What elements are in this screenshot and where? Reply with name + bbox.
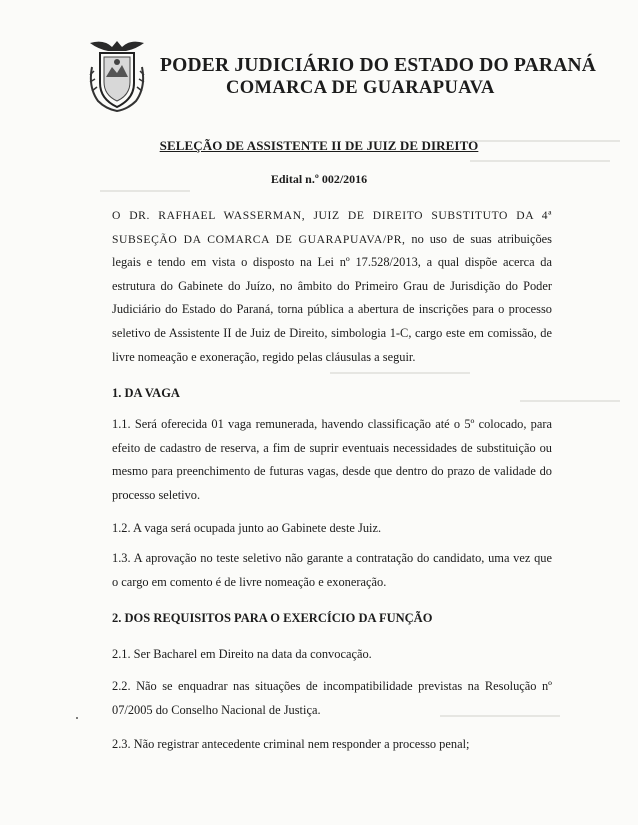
document-header xyxy=(160,55,597,99)
clause-2-2: 2.2. Não se enquadrar nas situações de incompatibilidade previstas na Resolução nº 07/2005 do Conselho Nacional de Justiça. xyxy=(112,679,552,717)
court-name: PODER JUDICIÁRIO DO ESTADO DO PARANÁ xyxy=(160,55,597,76)
clause-2-1: 2.1. Ser Bacharel em Direito na data da convocação. xyxy=(112,647,372,661)
clause-2-3: 2.3. Não registrar antecedente criminal nem responder a processo penal; xyxy=(112,737,470,751)
clause-1-3: 1.3. A aprovação no teste seletivo não garante a contratação do candidato, uma vez que o cargo em comento é de livre nomeação e exoneração. xyxy=(112,551,552,589)
bleed-through-mark xyxy=(100,190,190,192)
section-heading-2: 2. DOS REQUISITOS PARA O EXERCÍCIO DA FUNÇÃO xyxy=(112,611,433,625)
document-title: SELEÇÃO DE ASSISTENTE II DE JUIZ DE DIREITO xyxy=(159,138,479,153)
edital-number: Edital n.º 002/2016 xyxy=(270,172,368,186)
clause-1-2: 1.2. A vaga será ocupada junto ao Gabinete deste Juiz. xyxy=(112,521,382,535)
intro-rest: no uso de suas atribuições legais e tendo em vista o disposto na Lei nº 17.528/2013, a qual dispõe acerca da estrutura do Gabinete do Juízo, no âmbito do Primeiro Grau de Jurisdição do Poder Judiciário do Estado do Paraná, torna pública a abertura de inscrições para o processo seletivo de Assistente II de Juiz de Direito, simbologia 1-C, cargo este em comissão, de livre nomeação e exoneração, regido pelas cláusulas a seguir. xyxy=(112,231,552,364)
margin-speck xyxy=(76,717,78,719)
clause-1-1: 1.1. Será oferecida 01 vaga remunerada, havendo classificação até o 5º colocado, para efeito de cadastro de reserva, a fim de suprir eventuais necessidades de substituição ou mesmo para preenchimento de futuras vagas, desde que dentro do prazo de validade do processo seletivo. xyxy=(112,417,552,502)
district-name: COMARCA DE GUARAPUAVA xyxy=(226,78,495,98)
intro-lead: O DR. RAFHAEL WASSERMAN, xyxy=(112,209,306,222)
bleed-through-mark xyxy=(330,372,470,374)
section-heading-1: 1. DA VAGA xyxy=(112,386,180,400)
bleed-through-mark xyxy=(470,160,610,162)
intro-caps: JUIZ DE DIREITO SUBSTITUTO DA 4ª SUBSEÇÃO DA COMARCA DE GUARAPUAVA/PR, xyxy=(112,209,552,246)
intro-paragraph xyxy=(112,204,552,369)
parana-coat-of-arms-icon xyxy=(86,37,148,115)
